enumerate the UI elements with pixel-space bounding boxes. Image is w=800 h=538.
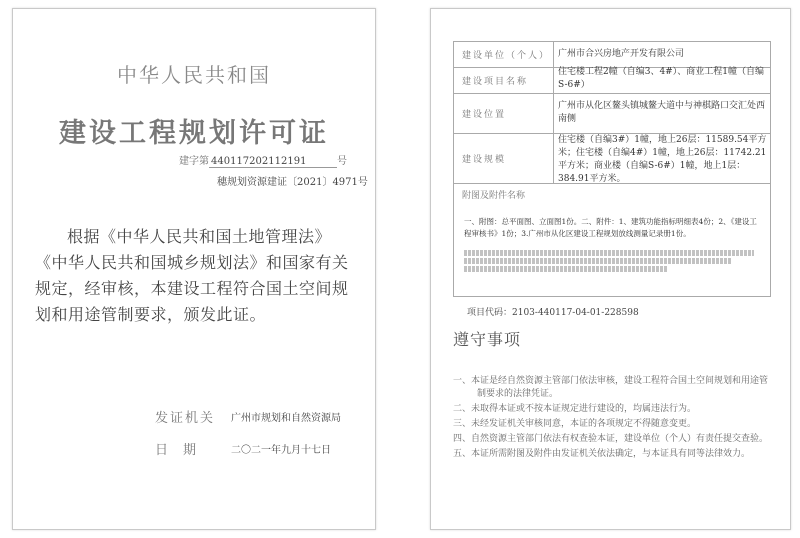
certificate-statement: 根据《中华人民共和国土地管理法》《中华人民共和国城乡规划法》和国家有关规定，经审核，本建设工程符合国土空间规划和用途管制要求，颁发此证。 <box>35 227 349 324</box>
row-project-name <box>454 68 770 94</box>
label-location: 建设位置 <box>454 94 554 133</box>
rule-item: 三、未经发证机关审核同意，本证的各项规定不得随意变更。 <box>453 419 697 429</box>
row-location <box>454 94 770 134</box>
label-construction-unit: 建设单位（个人） <box>454 42 554 67</box>
certificate-left-page <box>12 8 376 530</box>
row-scale <box>454 134 770 184</box>
issuer-label: 发证机关 <box>155 411 216 426</box>
value-attachments: 一、附图：总平面图、立面图1份。二、附件：1、建筑功能指标明细表4份；2、《建设工程审核书》1份；3.广州市从化区建设工程规划放线测量记录册1份。 <box>464 217 757 238</box>
date-label: 日期 <box>155 443 212 458</box>
value-location: 广州市从化区鳌头镇城鳌大道中与神棋路口交汇处西南侧 <box>558 101 766 124</box>
date-value: 二〇二一年九月十七日 <box>231 445 331 456</box>
certificate-right-page <box>430 8 791 530</box>
cert-sub-number: 穗规划资源建证〔2021〕4971号 <box>217 177 368 188</box>
rule-item: 二、未取得本证或不按本证规定进行建设的，均属违法行为。 <box>453 404 697 414</box>
certificate-title: 建设工程规划许可证 <box>59 118 329 149</box>
rule-item: 四、自然资源主管部门依法有权查验本证，建设单位（个人）有责任提交查验。 <box>453 434 769 444</box>
value-scale: 住宅楼（自编3#）1幢，地上26层：11589.54平方米；住宅楼（自编4#）1幢，地上26层：11742.21平方米；商业楼（自编S-6#）1幢，地上1层：384.91平方米。 <box>558 135 767 184</box>
row-construction-unit <box>454 42 770 68</box>
label-project-name: 建设项目名称 <box>454 68 554 93</box>
value-construction-unit: 广州市合兴房地产开发有限公司 <box>558 49 685 59</box>
certificate-number-line <box>179 152 347 168</box>
cert-number: 440117202112191 <box>209 156 337 168</box>
label-scale: 建设规模 <box>454 134 554 183</box>
project-info-table <box>453 41 771 297</box>
fine-print-lines <box>464 248 754 274</box>
label-attachments: 附图及附件名称 <box>462 191 526 201</box>
value-project-name: 住宅楼工程2幢（自编3、4#）、商业工程1幢（自编S-6#） <box>558 67 764 90</box>
country-name: 中华人民共和国 <box>117 63 271 87</box>
rule-item: 五、本证所需附图及附件由发证机关依法确定，与本证具有同等法律效力。 <box>453 449 751 459</box>
rule-item: 一、本证是经自然资源主管部门依法审核，建设工程符合国土空间规划和用途管制要求的法律凭证。 <box>453 376 769 399</box>
rules-list <box>453 375 775 463</box>
cert-suffix: 号 <box>337 156 347 167</box>
project-code: 项目代码：2103-440117-04-01-228598 <box>467 308 639 318</box>
cert-prefix: 建字第 <box>179 156 209 167</box>
notice-title: 遵守事项 <box>453 330 522 349</box>
issuer-value: 广州市规划和自然资源局 <box>231 413 341 424</box>
